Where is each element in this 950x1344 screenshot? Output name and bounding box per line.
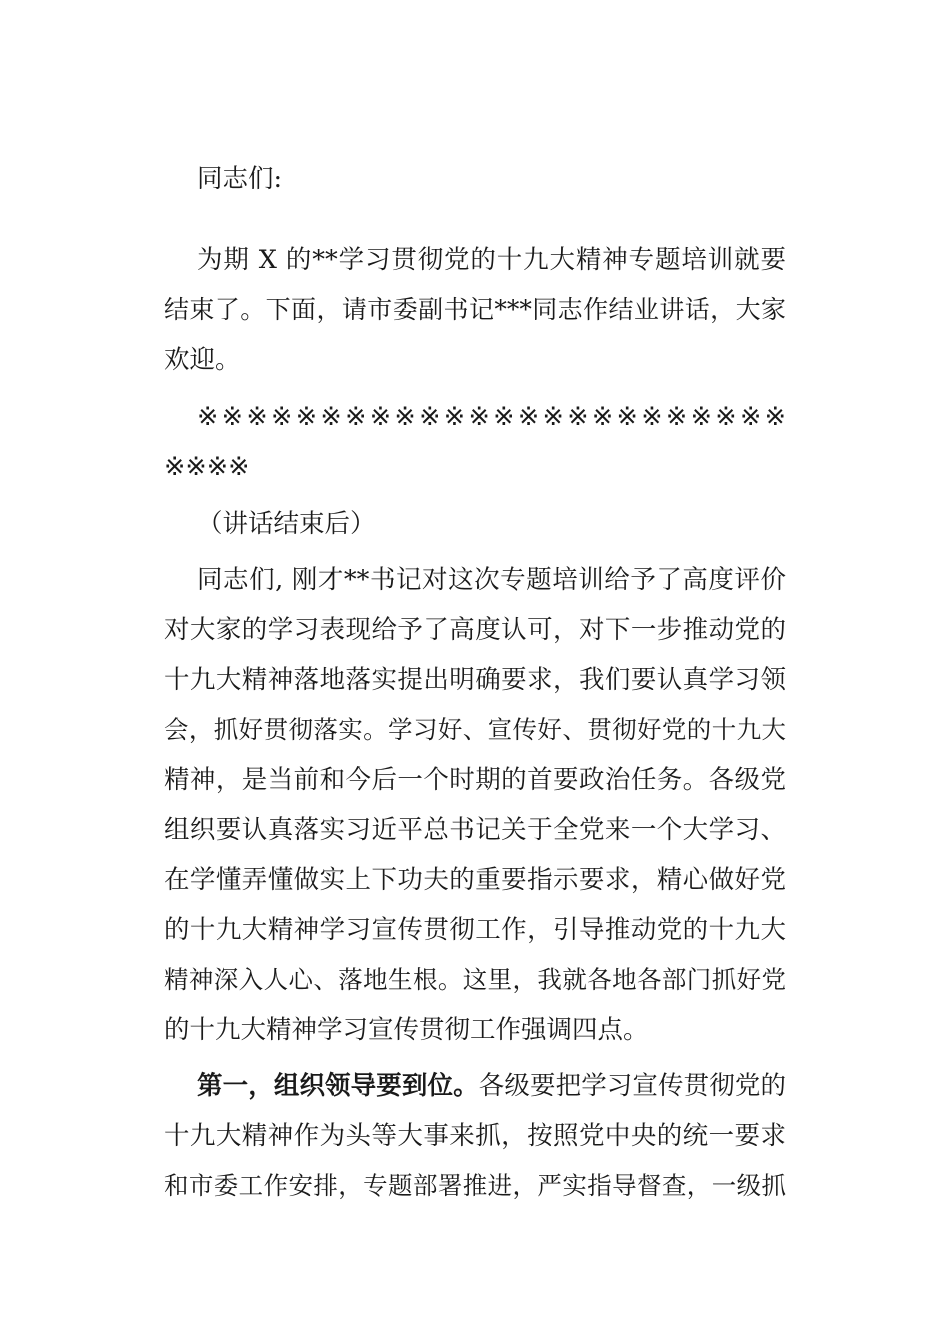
paragraph-1-line-1: 为期 X 的**学习贯彻党的十九大精神专题培训就要 xyxy=(197,245,786,275)
paragraph-2-line-3: 十九大精神落地落实提出明确要求，我们要认真学习领 xyxy=(164,665,786,695)
paragraph-2-line-8: 的十九大精神学习宣传贯彻工作，引导推动党的十九大 xyxy=(164,915,786,945)
paragraph-3-line-1 xyxy=(197,1069,786,1103)
separator-line-1: ※※※※※※※※※※※※※※※※※※※※※※※※ xyxy=(197,402,786,432)
stage-note: （讲话结束后） xyxy=(197,509,376,539)
paragraph-1-line-3: 欢迎。 xyxy=(164,345,241,375)
paragraph-2-line-7: 在学懂弄懂做实上下功夫的重要指示要求，精心做好党 xyxy=(164,865,786,895)
paragraph-2-line-1: 同志们, 刚才**书记对这次专题培训给予了高度评价 xyxy=(197,565,786,595)
paragraph-3-first-rest: 各级要把学习宣传贯彻党的 xyxy=(478,1071,786,1101)
paragraph-2-line-10: 的十九大精神学习宣传贯彻工作强调四点。 xyxy=(164,1015,649,1045)
paragraph-2-line-4: 会，抓好贯彻落实。学习好、宣传好、贯彻好党的十九大 xyxy=(164,715,786,744)
paragraph-2-line-2: 对大家的学习表现给予了高度认可，对下一步推动党的 xyxy=(164,615,786,645)
paragraph-3-lead: 第一，组织领导要到位。 xyxy=(197,1071,479,1101)
paragraph-2-line-5: 精神，是当前和今后一个时期的首要政治任务。各级党 xyxy=(164,765,786,795)
paragraph-3-line-3: 和市委工作安排，专题部署推进，严实指导督查，一级抓 xyxy=(164,1171,786,1200)
paragraph-2-line-6: 组织要认真落实习近平总书记关于全党来一个大学习、 xyxy=(164,815,786,845)
paragraph-2-line-9: 精神深入人心、落地生根。这里，我就各地各部门抓好党 xyxy=(164,965,786,994)
paragraph-3-line-2: 十九大精神作为头等大事来抓，按照党中央的统一要求 xyxy=(164,1121,786,1151)
separator-line-2: ※※※※ xyxy=(164,452,250,482)
paragraph-1-line-2: 结束了。下面，请市委副书记***同志作结业讲话，大家 xyxy=(164,295,786,324)
greeting: 同志们: xyxy=(197,164,283,194)
